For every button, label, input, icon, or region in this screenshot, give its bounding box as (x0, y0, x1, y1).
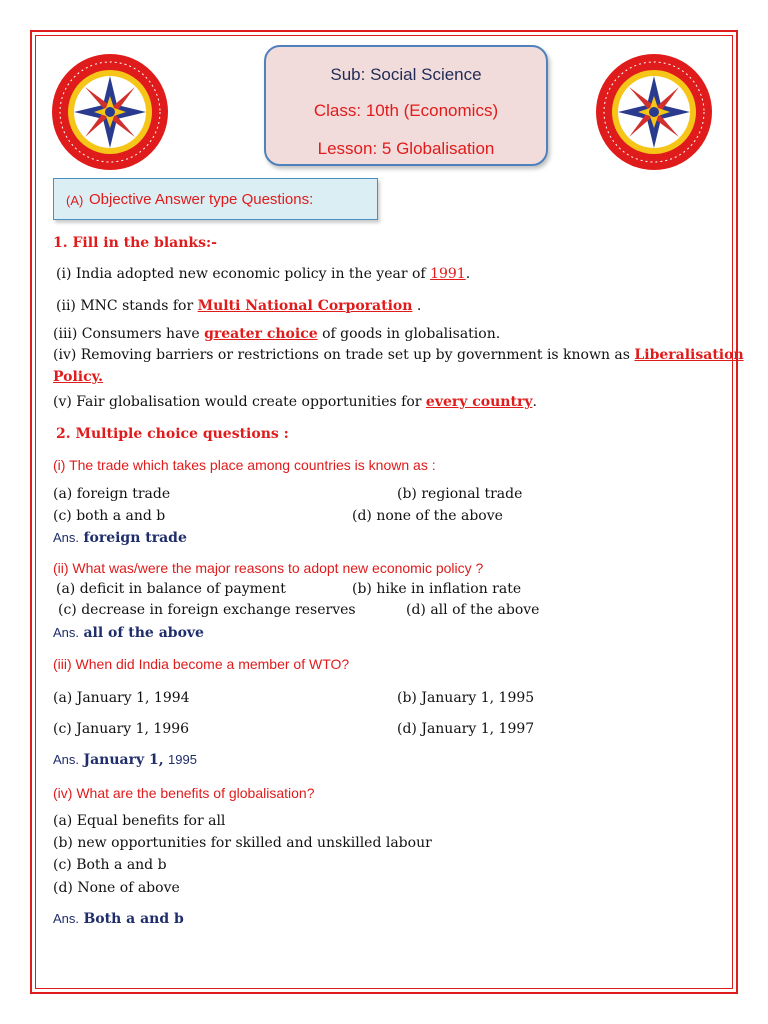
mcq-answer: Ans. foreign trade (53, 530, 187, 546)
mcq-option: (c) decrease in foreign exchange reserves (58, 602, 356, 618)
mcq-heading: 2. Multiple choice questions : (56, 426, 289, 442)
fill-blank-answer: 1991 (430, 266, 466, 282)
seal-logo-right (594, 52, 714, 172)
mcq-question: (ii) What was/were the major reasons to adopt new economic policy ? (53, 560, 484, 576)
fill-blank-item: (iii) Consumers have greater choice of goods in globalisation. (53, 326, 501, 342)
section-tag: (A) (66, 193, 84, 208)
mcq-answer: Ans. all of the above (53, 625, 204, 641)
mcq-question: (i) The trade which takes place among countries is known as : (53, 457, 436, 473)
mcq-option: (a) Equal benefits for all (53, 813, 226, 829)
lesson-title: Lesson: 5 Globalisation (317, 139, 495, 158)
fill-blank-answer-continued: Policy. (53, 369, 104, 385)
fill-blank-answer: Multi National Corporation (197, 298, 413, 314)
mcq-option: (d) None of above (53, 880, 180, 896)
fill-blank-answer: Liberalisation (634, 347, 744, 363)
seal-logo-left (50, 52, 170, 172)
fill-blank-item: (ii) MNC stands for Multi National Corporation . (56, 298, 422, 314)
section-title: Objective Answer type Questions: (89, 191, 314, 208)
subject-title: Sub: Social Science (330, 65, 482, 84)
mcq-option: (c) January 1, 1996 (53, 721, 190, 737)
fill-blanks-heading: 1. Fill in the blanks:- (53, 235, 217, 251)
mcq-question: (iv) What are the benefits of globalisation? (53, 785, 315, 801)
fill-blank-item: (iv) Removing barriers or restrictions on trade set up by government is known as Liberalisation (53, 347, 744, 363)
mcq-option: (b) hike in inflation rate (352, 581, 522, 597)
mcq-option: (d) all of the above (406, 602, 540, 618)
mcq-option: (c) Both a and b (53, 857, 167, 873)
fill-blank-item: (v) Fair globalisation would create opportunities for every country. (53, 394, 537, 410)
mcq-question: (iii) When did India become a member of WTO? (53, 656, 350, 672)
mcq-option: (d) none of the above (352, 508, 503, 524)
mcq-option: (a) January 1, 1994 (53, 690, 190, 706)
mcq-option: (a) deficit in balance of payment (56, 581, 286, 597)
fill-blank-answer: every country (425, 394, 533, 410)
mcq-option: (a) foreign trade (53, 486, 171, 502)
fill-blank-item: (i) India adopted new economic policy in the year of 1991. (56, 266, 471, 282)
mcq-answer: Ans. Both a and b (53, 911, 184, 927)
mcq-option: (b) new opportunities for skilled and unskilled labour (53, 835, 432, 851)
section-heading-box (53, 178, 378, 220)
mcq-option: (c) both a and b (53, 508, 166, 524)
mcq-answer: Ans. January 1, 1995 (53, 752, 197, 768)
mcq-option: (b) January 1, 1995 (397, 690, 535, 706)
header-box (264, 45, 548, 166)
mcq-option: (b) regional trade (397, 486, 523, 502)
mcq-option: (d) January 1, 1997 (397, 721, 535, 737)
fill-blank-answer: greater choice (204, 326, 318, 342)
class-title: Class: 10th (Economics) (313, 101, 499, 120)
